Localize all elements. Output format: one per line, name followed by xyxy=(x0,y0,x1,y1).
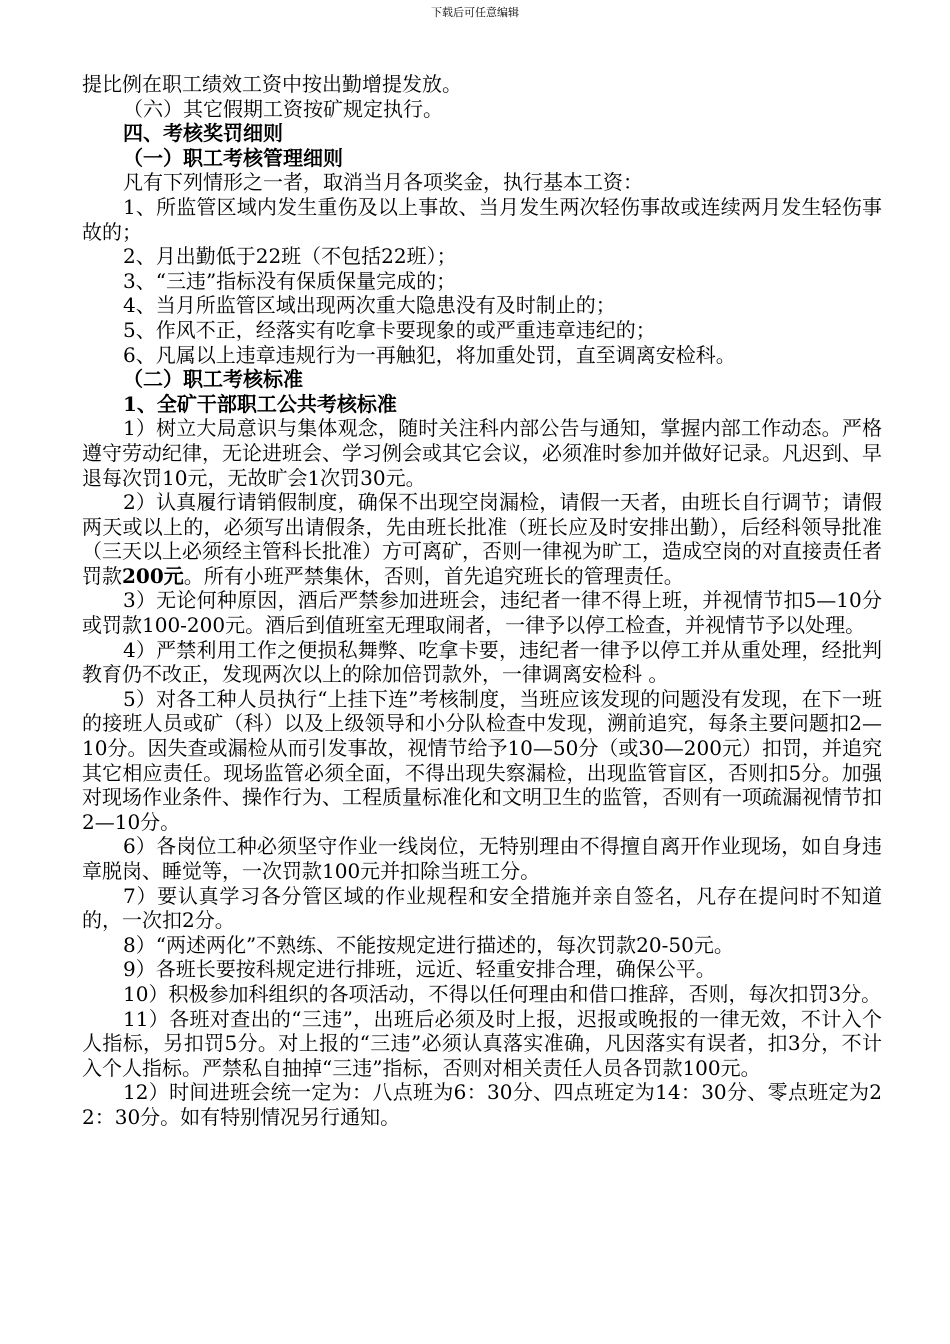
body-paragraph: 10）积极参加科组织的各项活动，不得以任何理由和借口推辞，否则，每次扣罚3分。 xyxy=(123,981,882,1006)
body-paragraph: 3）无论何种原因，酒后严禁参加进班会，违纪者一律不得上班，并视情节扣5—10分或罚款100-200元。酒后到值班室无理取闹者，一律予以停工检查，并视情节予以处理。 xyxy=(82,588,882,638)
body-paragraph: 9）各班长要按科规定进行排班，远近、轻重安排合理，确保公平。 xyxy=(123,957,716,982)
document-body xyxy=(82,72,882,1130)
section-heading: 四、考核奖罚细则 xyxy=(123,121,283,146)
body-paragraph: 6、凡属以上违章违规行为一再触犯，将加重处罚，直至调离安检科。 xyxy=(123,342,736,367)
body-paragraph: 1）树立大局意识与集体观念，随时关注科内部公告与通知，掌握内部工作动态。严格遵守劳动纪律，无论进班会、学习例会或其它会议，必须准时参加并做好记录。凡迟到、早退每次罚10元，无故旷会1次罚30元。 xyxy=(82,416,882,490)
page-header-note: 下载后可任意编辑 xyxy=(431,6,519,19)
subsection-heading: 1、全矿干部职工公共考核标准 xyxy=(123,391,397,416)
body-paragraph: 4、当月所监管区域出现两次重大隐患没有及时制止的； xyxy=(123,293,616,318)
body-paragraph: 提比例在职工绩效工资中按出勤增提发放。 xyxy=(82,72,462,96)
paragraph-text: 。所有小班严禁集休，否则，首先追究班长的管理责任。 xyxy=(183,563,684,588)
body-paragraph: 1、所监管区域内发生重伤及以上事故、当月发生两次轻伤事故或连续两月发生轻伤事故的； xyxy=(82,194,882,244)
subsection-heading: （一）职工考核管理细则 xyxy=(123,145,343,170)
body-paragraph: 5）对各工种人员执行“上挂下连”考核制度，当班应该发现的问题没有发现，在下一班的接班人员或矿（科）以及上级领导和小分队检查中发现，溯前追究，每条主要问题扣2—10分。因失查或漏检从而引发事故，视情节给予10—50分（或30—200元）扣罚，并追究其它相应责任。现场监管必须全面，不得出现失察漏检，出现监管盲区，否则扣5分。加强对现场作业条件、操作行为、工程质量标准化和文明卫生的监管，否则有一项疏漏视情节扣2—10分。 xyxy=(82,686,882,834)
body-paragraph: 凡有下列情形之一者，取消当月各项奖金，执行基本工资： xyxy=(123,170,643,195)
body-paragraph: 3、“三违”指标没有保质保量完成的； xyxy=(123,268,457,293)
body-paragraph: （六）其它假期工资按矿规定执行。 xyxy=(123,96,443,121)
body-paragraph: 2、月出勤低于22班（不包括22班）； xyxy=(123,244,457,269)
body-paragraph: 11）各班对查出的“三违”，出班后必须及时上报，迟报或晚报的一律无效，不计入个人指标，另扣罚5分。对上报的“三违”必须认真落实准确，凡因落实有误者，扣3分，不计入个人指标。严禁私自抽掉“三违”指标，否则对相关责任人员各罚款100元。 xyxy=(82,1006,882,1080)
body-paragraph: 5、作风不正，经落实有吃拿卡要现象的或严重违章违纪的； xyxy=(123,317,656,342)
body-paragraph: 4）严禁利用工作之便损私舞弊、吃拿卡要，违纪者一律予以停工并从重处理，经批判教育仍不改正，发现两次以上的除加倍罚款外，一律调离安检科 。 xyxy=(82,637,882,687)
paragraph-text: 2）认真履行请销假制度，确保不出现空岗漏检，请假一天者，由班长自行调节；请假两天或以上的，必须写出请假条，先由班长批准（班长应及时安排出勤），后经科领导批准（三天以上必须经主管科长批准）方可离矿，否则一律视为旷工，造成空岗的对直接责任者罚款 xyxy=(82,490,882,588)
body-paragraph: 8）“两述两化”不熟练、不能按规定进行描述的，每次罚款20-50元。 xyxy=(123,932,734,957)
body-paragraph xyxy=(82,490,882,588)
body-paragraph: 6）各岗位工种必须坚守作业一线岗位，无特别理由不得擅自离开作业现场，如自身违章脱岗、睡觉等，一次罚款100元并扣除当班工分。 xyxy=(82,834,882,883)
fine-amount-emphasis: 200元 xyxy=(122,563,184,588)
subsection-heading: （二）职工考核标准 xyxy=(123,367,303,392)
body-paragraph: 7）要认真学习各分管区域的作业规程和安全措施并亲自签名，凡存在提问时不知道的，一次扣2分。 xyxy=(82,883,882,933)
body-paragraph: 12）时间进班会统一定为：八点班为6：30分、四点班定为14：30分、零点班定为22：30分。如有特别情况另行通知。 xyxy=(82,1080,882,1129)
